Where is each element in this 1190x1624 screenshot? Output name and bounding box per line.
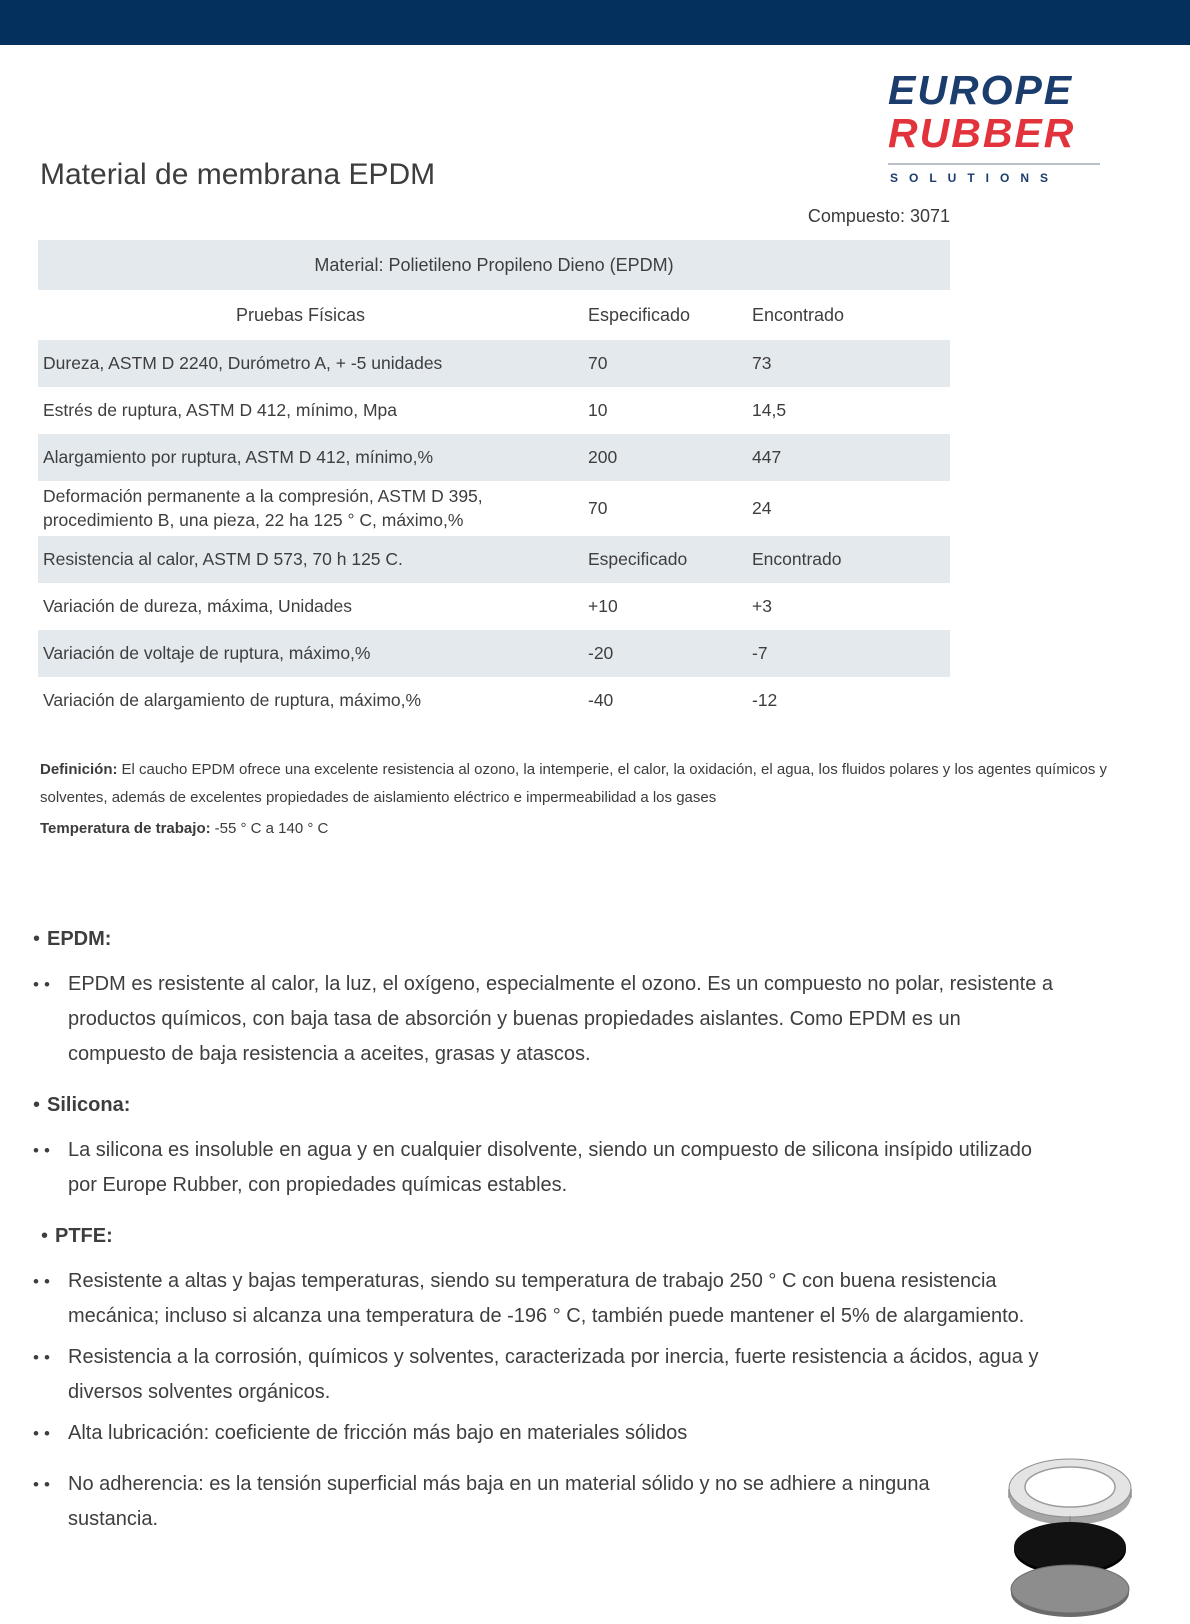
table-row — [38, 677, 950, 724]
found-value: 24 — [752, 498, 772, 519]
company-logo — [888, 67, 1100, 186]
found-value: -12 — [752, 690, 778, 711]
specified-value: 70 — [588, 353, 608, 373]
column-header-tests: Pruebas Físicas — [235, 304, 366, 325]
found-value: Encontrado — [752, 549, 842, 570]
section-epdm — [33, 922, 1098, 1072]
gasket-assembly-figure — [1000, 1452, 1140, 1617]
table-header-row — [38, 290, 950, 340]
found-value: 73 — [752, 353, 772, 373]
table-row — [38, 434, 950, 481]
test-name: Dureza, ASTM D 2240, Durómetro A, + -5 unidades — [43, 352, 443, 373]
bullet-item — [33, 1264, 1098, 1334]
specified-value: +10 — [588, 596, 618, 617]
logo-word-rubber: RUBBER — [888, 110, 1076, 156]
bullet-item — [33, 1467, 1098, 1537]
bullet-text: •• Alta lubricación: coeficiente de fricción más bajo en materiales sólidos — [68, 1422, 688, 1444]
test-name: Deformación permanente a la compresión, ASTM D 395, procedimiento B, una pieza, 22 ha 125 ° C, máximo,% — [43, 486, 483, 530]
bullet-text: •• La silicona es insoluble en agua y en cualquier disolvente, siendo un compuesto de silicona insípido utilizado por Europe Rubber, con propiedades químicas estables. — [68, 1139, 1032, 1196]
found-value: +3 — [752, 596, 772, 617]
test-name: Variación de alargamiento de ruptura, máximo,% — [43, 689, 422, 710]
table-row — [38, 583, 950, 630]
working-temperature-label: Temperatura de trabajo: — [40, 820, 211, 837]
table-row — [38, 630, 950, 677]
table-row — [38, 340, 950, 387]
bullet-text: •• Resistente a altas y bajas temperaturas, siendo su temperatura de trabajo 250 ° C con buena resistencia mecánica; incluso si alcanza una temperatura de -196 ° C, también puede mantener el 5% de alargamiento. — [68, 1270, 1025, 1327]
bullet-item — [33, 967, 1098, 1072]
logo-divider — [888, 163, 1100, 165]
working-temperature — [40, 820, 328, 837]
material-sections — [33, 922, 1098, 1543]
top-navy-bar — [0, 0, 1190, 45]
section-silicona — [33, 1088, 1098, 1203]
compound-number: Compuesto: 3071 — [807, 206, 950, 226]
column-header-found: Encontrado — [752, 304, 845, 325]
section-heading: • EPDM: — [33, 922, 1098, 957]
section-heading: • PTFE: — [33, 1219, 1098, 1254]
found-value: 14,5 — [752, 400, 787, 420]
page-title: Material de membrana EPDM — [40, 158, 436, 191]
specified-value: 70 — [588, 498, 608, 519]
logo-word-solutions: SOLUTIONS — [890, 171, 1060, 186]
physical-tests-table — [38, 240, 950, 724]
test-name: Variación de dureza, máxima, Unidades — [43, 595, 353, 616]
definition-paragraph — [40, 756, 1115, 812]
bullet-item — [33, 1340, 1098, 1410]
bullet-text: •• No adherencia: es la tensión superficial más baja en un material sólido y no se adhiere a ninguna sustancia. — [68, 1473, 930, 1530]
table-row — [38, 387, 950, 434]
bullet-text: •• EPDM es resistente al calor, la luz, el oxígeno, especialmente el ozono. Es un compuesto no polar, resistente a productos químicos, con baja tasa de absorción y buenas propiedades aislantes. Como EPDM es un compuesto de baja resistencia a aceites, grasas y atascos. — [68, 973, 1053, 1065]
specified-value: Especificado — [588, 549, 688, 570]
specified-value: -40 — [588, 690, 614, 711]
specified-value: -20 — [588, 643, 614, 664]
bullet-item — [33, 1416, 1098, 1451]
test-name: Alargamiento por ruptura, ASTM D 412, mínimo,% — [43, 446, 434, 467]
metal-retaining-ring-icon — [1009, 1459, 1131, 1525]
table-row — [38, 481, 950, 536]
test-name: Estrés de ruptura, ASTM D 412, mínimo, Mpa — [43, 399, 398, 420]
found-value: -7 — [752, 643, 768, 664]
definition-label: Definición: — [40, 761, 118, 778]
working-temperature-value: -55 ° C a 140 ° C — [214, 820, 329, 837]
found-value: 447 — [752, 447, 782, 467]
specified-value: 10 — [588, 400, 608, 420]
section-heading: • Silicona: — [33, 1088, 1098, 1123]
table-caption: Material: Polietileno Propileno Dieno (EPDM) — [38, 240, 950, 290]
gray-membrane-disc-icon — [1011, 1565, 1129, 1617]
logo-word-europe: EUROPE — [888, 67, 1074, 113]
definition-text: El caucho EPDM ofrece una excelente resistencia al ozono, la intemperie, el calor, la oxidación, el agua, los fluidos polares y los agentes químicos y solventes, además de excelentes propiedades de aislamiento eléctrico e impermeabilidad a los gases — [40, 761, 1108, 806]
test-name: Resistencia al calor, ASTM D 573, 70 h 125 C. — [43, 548, 403, 569]
column-header-specified: Especificado — [588, 304, 691, 325]
specified-value: 200 — [588, 447, 618, 467]
bullet-item — [33, 1133, 1098, 1203]
table-row — [38, 536, 950, 583]
bullet-text: •• Resistencia a la corrosión, químicos y solventes, caracterizada por inercia, fuerte resistencia a ácidos, agua y diversos solventes orgánicos. — [68, 1346, 1039, 1403]
section-ptfe — [33, 1219, 1098, 1537]
test-name: Variación de voltaje de ruptura, máximo,% — [43, 642, 371, 663]
